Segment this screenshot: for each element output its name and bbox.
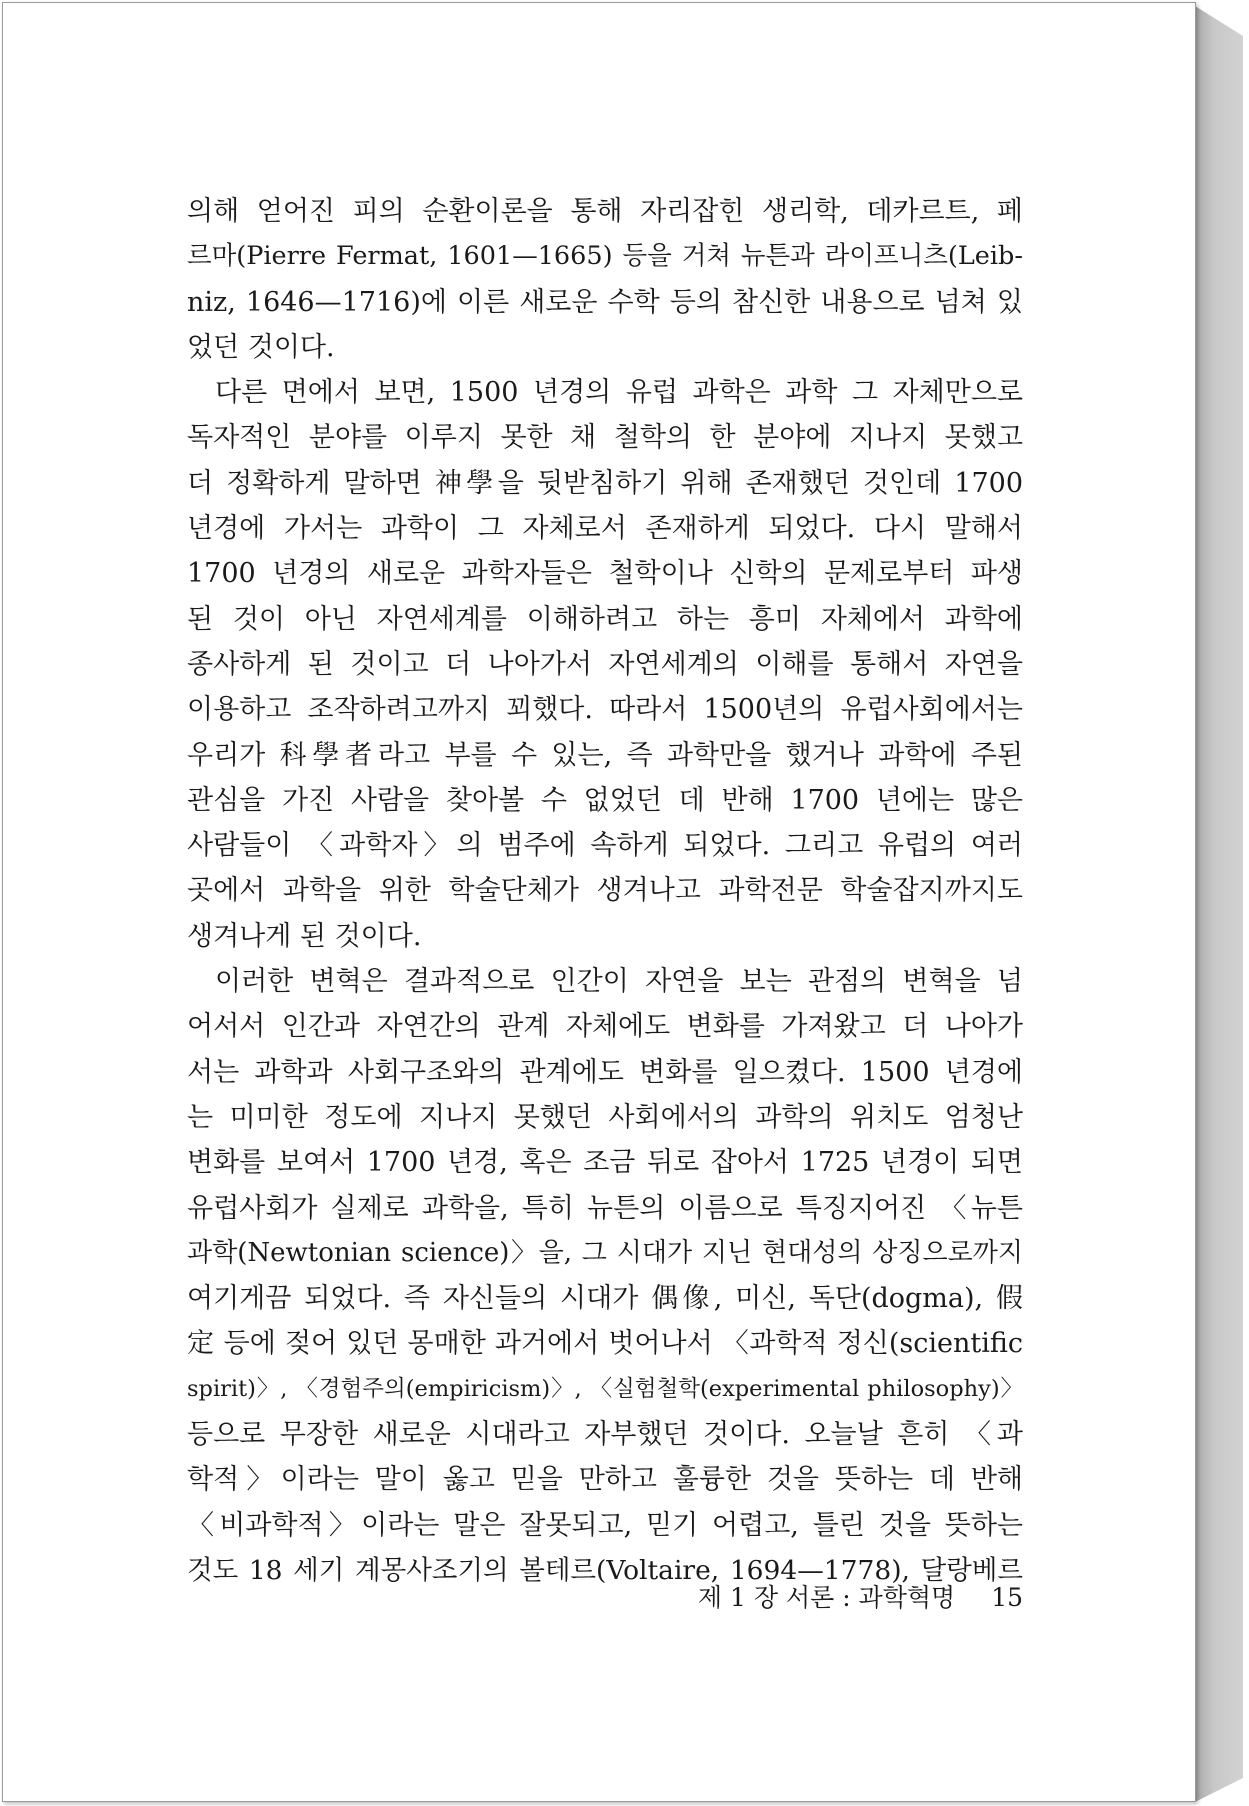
text-line: 었던 것이다. <box>187 331 335 363</box>
body-text <box>187 189 1023 1593</box>
text-line: 년경에 가서는 과학이 그 자체로서 존재하게 되었다. 다시 말해서 <box>187 513 1023 545</box>
text-line: 어서서 인간과 자연간의 관계 자체에도 변화를 가져왔고 더 나아가 <box>187 1011 1023 1043</box>
running-footer-chapter: 제 1 장 서론 : 과학혁명 <box>697 1583 956 1612</box>
text-line: 유럽사회가 실제로 과학을, 특히 뉴튼의 이름으로 특징지어진 〈뉴튼 <box>187 1192 1023 1224</box>
text-line: 르마(Pierre Fermat, 1601—1665) 등을 거쳐 뉴튼과 라이프니츠(Leib- <box>187 241 1023 272</box>
text-line: 〈비과학적〉이라는 말은 잘못되고, 믿기 어렵고, 틀린 것을 뜻하는 <box>187 1509 1023 1541</box>
text-line: 定 등에 젖어 있던 몽매한 과거에서 벗어나서 〈과학적 정신(scientific <box>187 1328 1023 1360</box>
text-line: spirit)〉, 〈경험주의(empiricism)〉, 〈실험철학(experimental philosophy)〉 <box>187 1375 1023 1402</box>
text-line: 곳에서 과학을 위한 학술단체가 생겨나고 과학전문 학술잡지까지도 <box>187 875 1023 907</box>
page-stack-edge <box>1195 6 1243 1802</box>
text-line: 우리가 科學者라고 부를 수 있는, 즉 과학만을 했거나 과학에 주된 <box>187 739 1023 771</box>
text-line: 종사하게 된 것이고 더 나아가서 자연세계의 이해를 통해서 자연을 <box>187 648 1023 680</box>
text-line: 의해 얻어진 피의 순환이론을 통해 자리잡힌 생리학, 데카르트, 페 <box>187 196 1023 227</box>
text-line: 독자적인 분야를 이루지 못한 채 철학의 한 분야에 지나지 못했고 <box>187 422 1023 454</box>
text-line: 더 정확하게 말하면 神學을 뒷받침하기 위해 존재했던 것인데 1700 <box>187 467 1023 499</box>
text-line: 이러한 변혁은 결과적으로 인간이 자연을 보는 관점의 변혁을 넘 <box>215 966 1023 998</box>
text-line: 생겨나게 된 것이다. <box>187 920 422 952</box>
page-number: 15 <box>991 1583 1023 1612</box>
text-line: 된 것이 아닌 자연세계를 이해하려고 하는 흥미 자체에서 과학에 <box>187 603 1023 635</box>
text-line: 여기게끔 되었다. 즉 자신들의 시대가 偶像, 미신, 독단(dogma), 假 <box>187 1283 1023 1315</box>
text-line: 서는 과학과 사회구조와의 관계에도 변화를 일으켰다. 1500 년경에 <box>187 1056 1023 1088</box>
text-line: 등으로 무장한 새로운 시대라고 자부했던 것이다. 오늘날 흔히 〈과 <box>187 1419 1023 1451</box>
text-line: 다른 면에서 보면, 1500 년경의 유럽 과학은 과학 그 자체만으로 <box>215 377 1023 409</box>
text-line: 과학(Newtonian science)〉을, 그 시대가 지닌 현대성의 상징으로까지 <box>187 1237 1023 1268</box>
text-line: 변화를 보여서 1700 년경, 혹은 조금 뒤로 잡아서 1725 년경이 되면 <box>187 1147 1023 1179</box>
text-line: 학적〉이라는 말이 옳고 믿을 만하고 훌륭한 것을 뜻하는 데 반해 <box>187 1464 1023 1496</box>
text-line: niz, 1646—1716)에 이른 새로운 수학 등의 참신한 내용으로 넘쳐 있 <box>187 286 1023 318</box>
page-footer <box>663 1578 1023 1618</box>
text-line: 관심을 가진 사람을 찾아볼 수 없었던 데 반해 1700 년에는 많은 <box>187 784 1023 816</box>
text-line: 것도 18 세기 계몽사조기의 볼테르(Voltaire, 1694—1778), 달랑베르 <box>187 1554 1023 1586</box>
text-line: 1700 년경의 새로운 과학자들은 철학이나 신학의 문제로부터 파생 <box>187 558 1023 590</box>
text-line: 이용하고 조작하려고까지 꾀했다. 따라서 1500년의 유럽사회에서는 <box>187 694 1023 726</box>
text-line: 는 미미한 정도에 지나지 못했던 사회에서의 과학의 위치도 엄청난 <box>187 1101 1023 1133</box>
book-page <box>2 2 1196 1802</box>
text-line: 사람들이 〈과학자〉의 범주에 속하게 되었다. 그리고 유럽의 여러 <box>187 830 1023 862</box>
